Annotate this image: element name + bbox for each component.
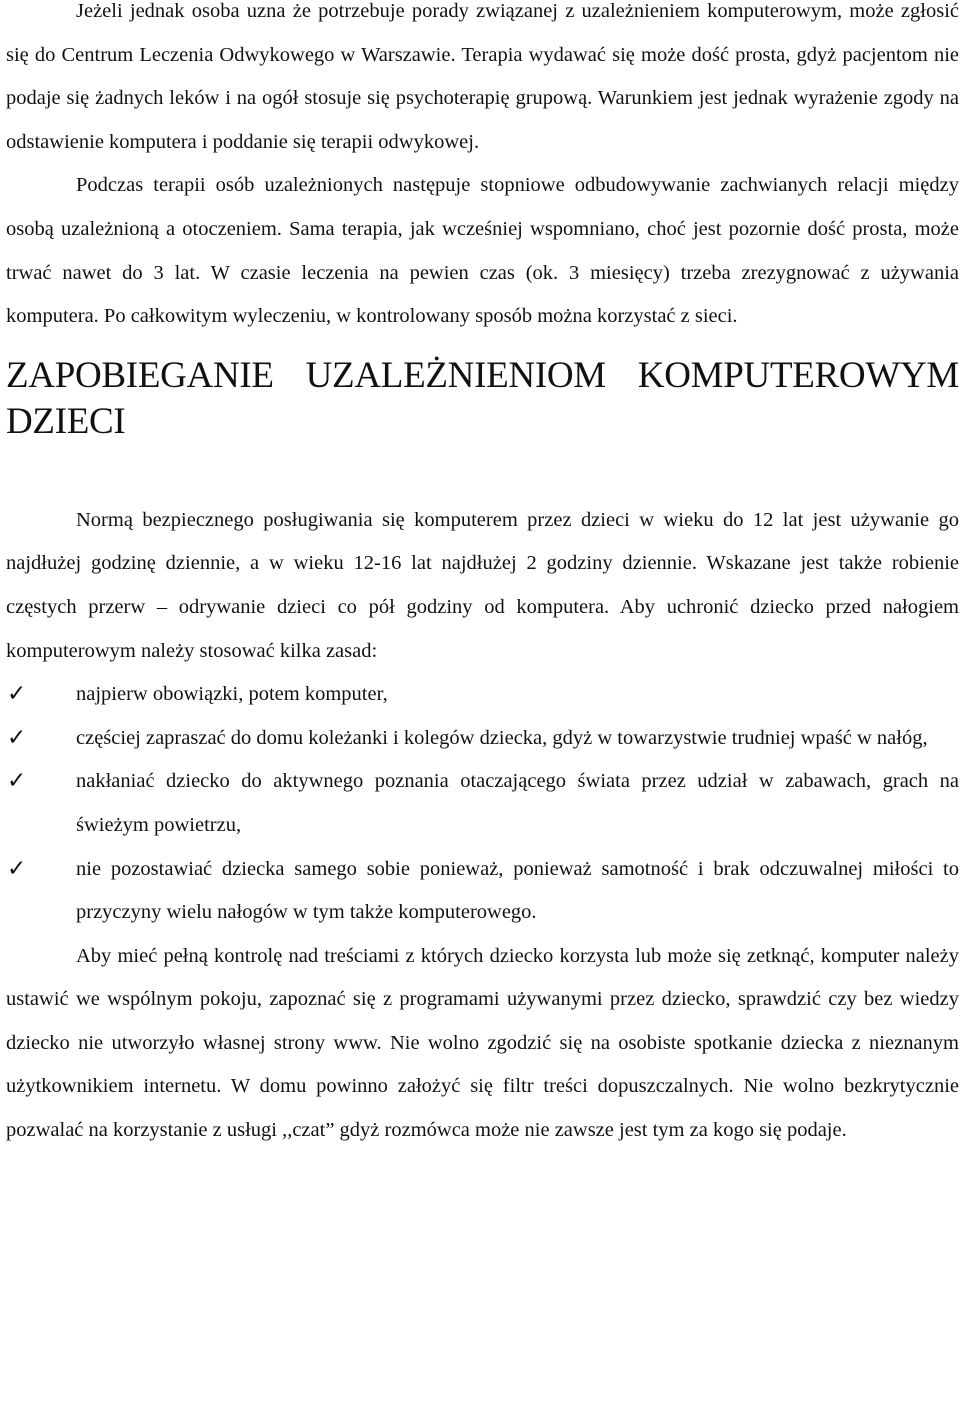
- section-heading: ZAPOBIEGANIE UZALEŻNIENIOM KOMPUTEROWYM DZIECI: [6, 354, 959, 442]
- rule-text: najpierw obowiązki, potem komputer,: [76, 683, 388, 706]
- document-page: [6, 0, 959, 1153]
- rule-text: nie pozostawiać dziecka samego sobie ponieważ, ponieważ samotność i brak odczuwalnej miłości to przyczyny wielu nałogów w tym także komputerowego.: [76, 857, 959, 924]
- paragraph-therapy-process: Podczas terapii osób uzależnionych następuje stopniowe odbudowywanie zachwianych relacji między osobą uzależnioną a otoczeniem. Sama terapia, jak wcześniej wspomniano, choć jest pozornie dość prosta, może trwać nawet do 3 lat. W czasie leczenia na pewien czas (ok. 3 miesięcy) trzeba zrezygnować z używania komputera. Po całkowitym wyleczeniu, w kontrolowany sposób można korzystać z sieci.: [6, 174, 959, 328]
- list-item: [6, 717, 959, 761]
- list-item: [6, 760, 959, 847]
- rule-text: częściej zapraszać do domu koleżanki i kolegów dziecka, gdyż w towarzystwie trudniej wpaść w nałóg,: [76, 726, 928, 749]
- rule-text: nakłaniać dziecko do aktywnego poznania otaczającego świata przez udział w zabawach, grach na świeżym powietrzu,: [76, 770, 959, 836]
- paragraph-safe-usage-norm: Normą bezpiecznego posługiwania się komputerem przez dzieci w wieku do 12 lat jest używanie go najdłużej godzinę dziennie, a w wieku 12-16 lat najdłużej 2 godziny dziennie. Wskazane jest także robienie częstych przerw – odrywanie dzieci co pół godziny od komputera. Aby uchronić dziecko przed nałogiem komputerowym należy stosować kilka zasad:: [6, 508, 959, 662]
- checkmark-icon: ✓: [7, 855, 27, 882]
- list-item: [6, 848, 959, 935]
- checkmark-icon: ✓: [7, 768, 27, 795]
- list-item: [6, 673, 959, 717]
- checkmark-icon: ✓: [7, 724, 27, 751]
- rules-list: [6, 673, 959, 935]
- paragraph-parental-control: Aby mieć pełną kontrolę nad treściami z których dziecko korzysta lub może się zetknąć, komputer należy ustawić we wspólnym pokoju, zapoznać się z programami używanymi przez dziecko, sprawdzić czy bez wiedzy dziecko nie utworzyło własnej strony www. Nie wolno zgodzić się na osobiste spotkanie dziecka z nieznanym użytkownikiem internetu. W domu powinno założyć się filtr treści dopuszczalnych. Nie wolno bezkrytycznie pozwalać na korzystanie z usługi ,,czat” gdyż rozmówca może nie zawsze jest tym za kogo się podaje.: [6, 944, 959, 1142]
- checkmark-icon: ✓: [7, 681, 27, 708]
- paragraph-treatment-center: Jeżeli jednak osoba uzna że potrzebuje porady związanej z uzależnieniem komputerowym, może zgłosić się do Centrum Leczenia Odwykowego w Warszawie. Terapia wydawać się może dość prosta, gdyż pacjentom nie podaje się żadnych leków i na ogół stosuje się psychoterapię grupową. Warunkiem jest jednak wyrażenie zgody na odstawienie komputera i poddanie się terapii odwykowej.: [6, 0, 959, 153]
